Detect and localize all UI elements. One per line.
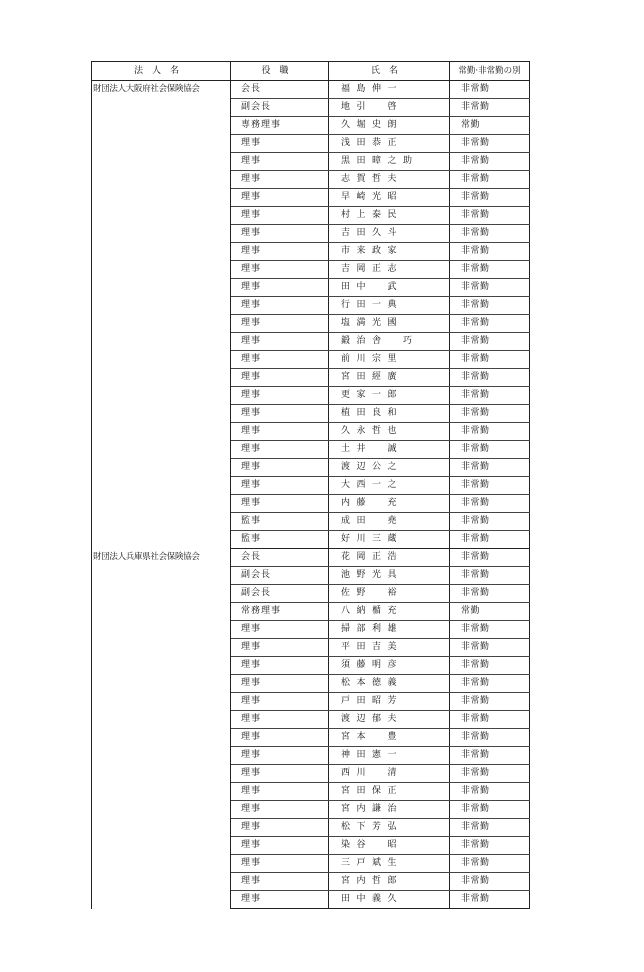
header-name: 氏名 [329, 62, 450, 81]
employment-type-cell: 非常勤 [450, 81, 530, 99]
org-name-cell: 財団法人兵庫県社会保険協会 [92, 549, 231, 909]
name-cell: 田中 武 [329, 279, 450, 297]
role-cell: 副会長 [231, 567, 329, 585]
name-cell: 宮本 豊 [329, 729, 450, 747]
employment-type-cell: 非常勤 [450, 135, 530, 153]
org-name-cell: 財団法人大阪府社会保険協会 [92, 81, 231, 549]
name-cell: 掃部利雄 [329, 621, 450, 639]
name-cell: 佐野 裕 [329, 585, 450, 603]
name-cell: 市来政家 [329, 243, 450, 261]
employment-type-cell: 非常勤 [450, 765, 530, 783]
role-cell: 理事 [231, 639, 329, 657]
employment-type-cell: 非常勤 [450, 225, 530, 243]
role-cell: 専務理事 [231, 117, 329, 135]
employment-type-cell: 非常勤 [450, 333, 530, 351]
role-cell: 監事 [231, 513, 329, 531]
role-cell: 理事 [231, 405, 329, 423]
name-cell: 宮田經廣 [329, 369, 450, 387]
role-cell: 理事 [231, 693, 329, 711]
header-row [92, 62, 530, 81]
name-cell: 染谷 昭 [329, 837, 450, 855]
role-cell: 会長 [231, 549, 329, 567]
name-cell: 植田良和 [329, 405, 450, 423]
name-cell: 池野光具 [329, 567, 450, 585]
role-cell: 理事 [231, 135, 329, 153]
name-cell: 成田 堯 [329, 513, 450, 531]
employment-type-cell: 非常勤 [450, 675, 530, 693]
name-cell: 久堀史朗 [329, 117, 450, 135]
role-cell: 理事 [231, 765, 329, 783]
employment-type-cell: 非常勤 [450, 531, 530, 549]
employment-type-cell: 非常勤 [450, 783, 530, 801]
employment-type-cell: 非常勤 [450, 819, 530, 837]
employment-type-cell: 非常勤 [450, 621, 530, 639]
officers-table [91, 61, 530, 909]
name-cell: 松下芳弘 [329, 819, 450, 837]
role-cell: 理事 [231, 225, 329, 243]
role-cell: 理事 [231, 783, 329, 801]
name-cell: 浅田恭正 [329, 135, 450, 153]
role-cell: 理事 [231, 873, 329, 891]
header-org: 法人名 [92, 62, 231, 81]
role-cell: 副会長 [231, 99, 329, 117]
employment-type-cell: 非常勤 [450, 405, 530, 423]
name-cell: 八納楯充 [329, 603, 450, 621]
name-cell: 田中義久 [329, 891, 450, 909]
employment-type-cell: 非常勤 [450, 99, 530, 117]
name-cell: 宮田保正 [329, 783, 450, 801]
role-cell: 理事 [231, 315, 329, 333]
name-cell: 大西一之 [329, 477, 450, 495]
employment-type-cell: 非常勤 [450, 711, 530, 729]
name-cell: 村上泰民 [329, 207, 450, 225]
employment-type-cell: 非常勤 [450, 747, 530, 765]
role-cell: 理事 [231, 189, 329, 207]
employment-type-cell: 非常勤 [450, 801, 530, 819]
name-cell: 松本徳義 [329, 675, 450, 693]
role-cell: 理事 [231, 153, 329, 171]
employment-type-cell: 非常勤 [450, 729, 530, 747]
employment-type-cell: 非常勤 [450, 513, 530, 531]
name-cell: 地引 啓 [329, 99, 450, 117]
role-cell: 理事 [231, 333, 329, 351]
employment-type-cell: 非常勤 [450, 153, 530, 171]
role-cell: 理事 [231, 387, 329, 405]
employment-type-cell: 非常勤 [450, 261, 530, 279]
name-cell: 更家一郎 [329, 387, 450, 405]
role-cell: 理事 [231, 855, 329, 873]
role-cell: 理事 [231, 243, 329, 261]
role-cell: 理事 [231, 711, 329, 729]
employment-type-cell: 非常勤 [450, 837, 530, 855]
employment-type-cell: 常勤 [450, 603, 530, 621]
role-cell: 理事 [231, 297, 329, 315]
employment-type-cell: 非常勤 [450, 639, 530, 657]
role-cell: 常務理事 [231, 603, 329, 621]
role-cell: 理事 [231, 351, 329, 369]
name-cell: 西川 清 [329, 765, 450, 783]
role-cell: 理事 [231, 477, 329, 495]
name-cell: 吉岡正志 [329, 261, 450, 279]
role-cell: 理事 [231, 729, 329, 747]
employment-type-cell: 非常勤 [450, 567, 530, 585]
employment-type-cell: 非常勤 [450, 657, 530, 675]
role-cell: 理事 [231, 621, 329, 639]
role-cell: 理事 [231, 837, 329, 855]
table-row [92, 549, 530, 567]
role-cell: 理事 [231, 369, 329, 387]
employment-type-cell: 非常勤 [450, 297, 530, 315]
name-cell: 神田憲一 [329, 747, 450, 765]
name-cell: 宮内謙治 [329, 801, 450, 819]
role-cell: 理事 [231, 423, 329, 441]
name-cell: 久永哲也 [329, 423, 450, 441]
name-cell: 好川三蔵 [329, 531, 450, 549]
name-cell: 花岡正浩 [329, 549, 450, 567]
name-cell: 塩満光國 [329, 315, 450, 333]
employment-type-cell: 非常勤 [450, 459, 530, 477]
employment-type-cell: 非常勤 [450, 441, 530, 459]
employment-type-cell: 非常勤 [450, 477, 530, 495]
name-cell: 早崎光昭 [329, 189, 450, 207]
employment-type-cell: 非常勤 [450, 585, 530, 603]
name-cell: 渡辺郁夫 [329, 711, 450, 729]
name-cell: 前川宗里 [329, 351, 450, 369]
name-cell: 鍛治舎 巧 [329, 333, 450, 351]
name-cell: 吉田久斗 [329, 225, 450, 243]
name-cell: 渡辺公之 [329, 459, 450, 477]
employment-type-cell: 非常勤 [450, 891, 530, 909]
employment-type-cell: 非常勤 [450, 855, 530, 873]
employment-type-cell: 非常勤 [450, 693, 530, 711]
table-row [92, 81, 530, 99]
role-cell: 理事 [231, 801, 329, 819]
role-cell: 監事 [231, 531, 329, 549]
name-cell: 黒田暲之助 [329, 153, 450, 171]
name-cell: 須藤明彦 [329, 657, 450, 675]
name-cell: 宮内哲郎 [329, 873, 450, 891]
role-cell: 理事 [231, 207, 329, 225]
employment-type-cell: 非常勤 [450, 189, 530, 207]
employment-type-cell: 非常勤 [450, 495, 530, 513]
name-cell: 志賀哲夫 [329, 171, 450, 189]
name-cell: 三戸斌生 [329, 855, 450, 873]
employment-type-cell: 常勤 [450, 117, 530, 135]
employment-type-cell: 非常勤 [450, 171, 530, 189]
role-cell: 理事 [231, 261, 329, 279]
employment-type-cell: 非常勤 [450, 387, 530, 405]
table-body [92, 81, 530, 909]
role-cell: 理事 [231, 891, 329, 909]
role-cell: 理事 [231, 819, 329, 837]
employment-type-cell: 非常勤 [450, 243, 530, 261]
employment-type-cell: 非常勤 [450, 315, 530, 333]
name-cell: 戸田昭芳 [329, 693, 450, 711]
role-cell: 副会長 [231, 585, 329, 603]
role-cell: 理事 [231, 657, 329, 675]
name-cell: 内藤 充 [329, 495, 450, 513]
role-cell: 理事 [231, 675, 329, 693]
role-cell: 理事 [231, 171, 329, 189]
role-cell: 会長 [231, 81, 329, 99]
employment-type-cell: 非常勤 [450, 279, 530, 297]
employment-type-cell: 非常勤 [450, 873, 530, 891]
employment-type-cell: 非常勤 [450, 369, 530, 387]
role-cell: 理事 [231, 747, 329, 765]
employment-type-cell: 非常勤 [450, 423, 530, 441]
role-cell: 理事 [231, 441, 329, 459]
name-cell: 行田一典 [329, 297, 450, 315]
header-role: 役職 [231, 62, 329, 81]
name-cell: 平田吉美 [329, 639, 450, 657]
employment-type-cell: 非常勤 [450, 351, 530, 369]
employment-type-cell: 非常勤 [450, 207, 530, 225]
role-cell: 理事 [231, 279, 329, 297]
header-type: 常勤·非常勤の別 [450, 62, 530, 81]
name-cell: 土井 誠 [329, 441, 450, 459]
name-cell: 福島伸一 [329, 81, 450, 99]
employment-type-cell: 非常勤 [450, 549, 530, 567]
role-cell: 理事 [231, 459, 329, 477]
role-cell: 理事 [231, 495, 329, 513]
